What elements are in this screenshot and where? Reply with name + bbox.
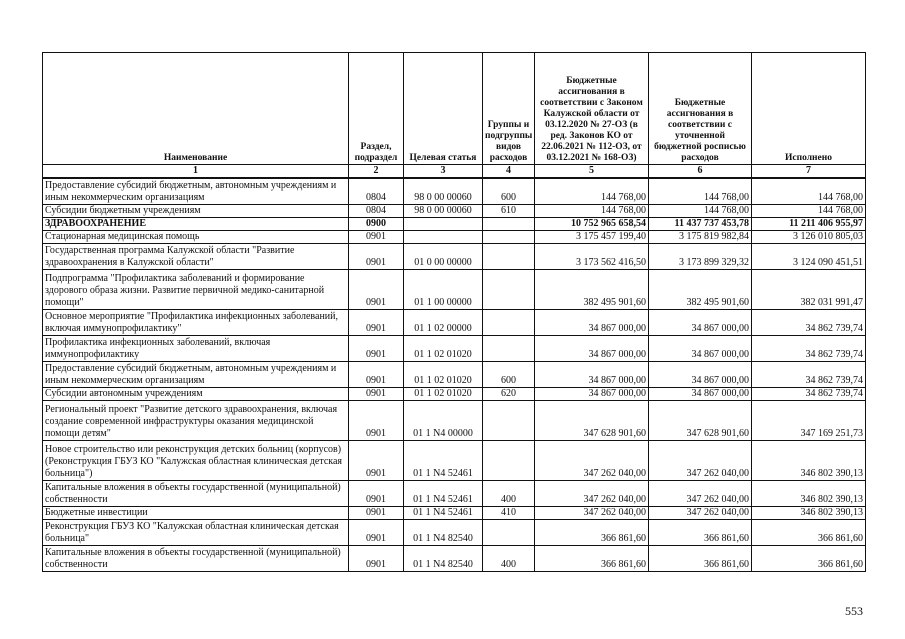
row-executed: 34 862 739,74 — [752, 309, 866, 335]
table-row — [43, 309, 866, 335]
row-refined-allocation: 347 262 040,00 — [649, 506, 752, 519]
row-name: Предоставление субсидий бюджетным, автономным учреждениям и иным некоммерческим организациям — [43, 361, 349, 387]
row-article: 01 1 02 01020 — [404, 387, 483, 400]
row-executed: 382 031 991,47 — [752, 269, 866, 309]
row-article: 01 1 N4 82540 — [404, 519, 483, 545]
row-section: 0901 — [349, 269, 404, 309]
table-row — [43, 178, 866, 204]
column-number: 5 — [535, 165, 649, 179]
row-law-allocation: 347 262 040,00 — [535, 440, 649, 480]
row-name: Профилактика инфекционных заболеваний, включая иммунопрофилактику — [43, 335, 349, 361]
table-row — [43, 243, 866, 269]
table-row — [43, 230, 866, 243]
row-refined-allocation: 366 861,60 — [649, 519, 752, 545]
row-law-allocation: 366 861,60 — [535, 545, 649, 571]
row-article: 01 1 N4 00000 — [404, 400, 483, 440]
row-law-allocation: 34 867 000,00 — [535, 387, 649, 400]
row-law-allocation: 347 262 040,00 — [535, 480, 649, 506]
table-row — [43, 387, 866, 400]
row-group — [483, 440, 535, 480]
row-group — [483, 335, 535, 361]
row-article: 01 1 N4 52461 — [404, 506, 483, 519]
row-article: 01 1 N4 52461 — [404, 480, 483, 506]
table-row — [43, 480, 866, 506]
row-refined-allocation: 347 628 901,60 — [649, 400, 752, 440]
row-article: 01 1 N4 82540 — [404, 545, 483, 571]
row-refined-allocation: 144 768,00 — [649, 204, 752, 217]
row-article: 98 0 00 00060 — [404, 204, 483, 217]
budget-table — [42, 52, 866, 572]
row-refined-allocation: 366 861,60 — [649, 545, 752, 571]
row-name: Государственная программа Калужской области "Развитие здравоохранения в Калужской области" — [43, 243, 349, 269]
row-law-allocation: 34 867 000,00 — [535, 335, 649, 361]
header-law-allocation: Бюджетные ассигнования в соответствии с Законом Калужской области от 03.12.2020 № 27-ОЗ (в ред. Законов КО от 22.06.2021 № 112-ОЗ, от 03.12.2021 № 168-ОЗ) — [535, 53, 649, 165]
row-law-allocation: 10 752 965 658,54 — [535, 217, 649, 230]
row-name: Новое строительство или реконструкция детских больниц (корпусов) (Реконструкция ГБУЗ КО "Калужская областная клиническая детская больница") — [43, 440, 349, 480]
table-row — [43, 204, 866, 217]
row-refined-allocation: 34 867 000,00 — [649, 335, 752, 361]
row-name: Предоставление субсидий бюджетным, автономным учреждениям и иным некоммерческим организациям — [43, 178, 349, 204]
row-law-allocation: 3 173 562 416,50 — [535, 243, 649, 269]
row-refined-allocation: 34 867 000,00 — [649, 361, 752, 387]
row-executed: 11 211 406 955,97 — [752, 217, 866, 230]
row-article: 01 1 N4 52461 — [404, 440, 483, 480]
row-group — [483, 243, 535, 269]
row-executed: 366 861,60 — [752, 519, 866, 545]
row-law-allocation: 366 861,60 — [535, 519, 649, 545]
row-name: Субсидии бюджетным учреждениям — [43, 204, 349, 217]
row-law-allocation: 144 768,00 — [535, 204, 649, 217]
page-number: 553 — [845, 604, 863, 618]
row-section: 0901 — [349, 335, 404, 361]
row-executed: 3 124 090 451,51 — [752, 243, 866, 269]
row-refined-allocation: 144 768,00 — [649, 178, 752, 204]
row-group — [483, 217, 535, 230]
header-executed: Исполнено — [752, 53, 866, 165]
column-number: 3 — [404, 165, 483, 179]
row-name: Подпрограмма "Профилактика заболеваний и формирование здорового образа жизни. Развитие первичной медико-санитарной помощи" — [43, 269, 349, 309]
row-group — [483, 519, 535, 545]
row-group: 610 — [483, 204, 535, 217]
row-section: 0901 — [349, 545, 404, 571]
row-section: 0901 — [349, 506, 404, 519]
row-article: 01 1 02 01020 — [404, 335, 483, 361]
header-section: Раздел, подраздел — [349, 53, 404, 165]
row-group — [483, 269, 535, 309]
column-number: 2 — [349, 165, 404, 179]
row-name: Стационарная медицинская помощь — [43, 230, 349, 243]
table-row — [43, 440, 866, 480]
row-article: 98 0 00 00060 — [404, 178, 483, 204]
column-number-row — [43, 165, 866, 179]
row-executed: 347 169 251,73 — [752, 400, 866, 440]
row-name: ЗДРАВООХРАНЕНИЕ — [43, 217, 349, 230]
row-section: 0804 — [349, 178, 404, 204]
table-header — [43, 53, 866, 165]
header-group: Группы и подгруппы видов расходов — [483, 53, 535, 165]
row-section: 0900 — [349, 217, 404, 230]
row-name: Субсидии автономным учреждениям — [43, 387, 349, 400]
header-refined-allocation: Бюджетные ассигнования в соответствии с уточненной бюджетной росписью расходов — [649, 53, 752, 165]
row-section: 0901 — [349, 519, 404, 545]
header-name: Наименование — [43, 53, 349, 165]
row-group: 600 — [483, 178, 535, 204]
row-article — [404, 230, 483, 243]
row-executed: 3 126 010 805,03 — [752, 230, 866, 243]
row-refined-allocation: 382 495 901,60 — [649, 269, 752, 309]
column-number: 4 — [483, 165, 535, 179]
row-section: 0901 — [349, 440, 404, 480]
row-executed: 144 768,00 — [752, 178, 866, 204]
row-section: 0901 — [349, 243, 404, 269]
row-refined-allocation: 11 437 737 453,78 — [649, 217, 752, 230]
table-row — [43, 400, 866, 440]
row-refined-allocation: 347 262 040,00 — [649, 480, 752, 506]
row-group: 620 — [483, 387, 535, 400]
row-executed: 366 861,60 — [752, 545, 866, 571]
row-law-allocation: 144 768,00 — [535, 178, 649, 204]
row-name: Реконструкция ГБУЗ КО "Калужская областная клиническая детская больница" — [43, 519, 349, 545]
row-name: Основное мероприятие "Профилактика инфекционных заболеваний, включая иммунопрофилактику" — [43, 309, 349, 335]
row-section: 0901 — [349, 230, 404, 243]
row-name: Капитальные вложения в объекты государственной (муниципальной) собственности — [43, 545, 349, 571]
table-row — [43, 545, 866, 571]
row-executed: 346 802 390,13 — [752, 480, 866, 506]
row-executed: 34 862 739,74 — [752, 335, 866, 361]
row-name: Бюджетные инвестиции — [43, 506, 349, 519]
row-group: 400 — [483, 480, 535, 506]
row-law-allocation: 347 262 040,00 — [535, 506, 649, 519]
row-group: 600 — [483, 361, 535, 387]
table-body — [43, 165, 866, 572]
table-row — [43, 506, 866, 519]
column-number: 6 — [649, 165, 752, 179]
row-law-allocation: 3 175 457 199,40 — [535, 230, 649, 243]
row-section: 0901 — [349, 400, 404, 440]
table-row — [43, 217, 866, 230]
row-executed: 34 862 739,74 — [752, 361, 866, 387]
row-refined-allocation: 3 173 899 329,32 — [649, 243, 752, 269]
column-number: 1 — [43, 165, 349, 179]
table-row — [43, 269, 866, 309]
row-article: 01 1 02 01020 — [404, 361, 483, 387]
row-section: 0901 — [349, 361, 404, 387]
row-refined-allocation: 34 867 000,00 — [649, 309, 752, 335]
row-group: 410 — [483, 506, 535, 519]
row-group — [483, 400, 535, 440]
row-name: Региональный проект "Развитие детского здравоохранения, включая создание современной инфраструктуры оказания медицинской помощи детям" — [43, 400, 349, 440]
row-law-allocation: 382 495 901,60 — [535, 269, 649, 309]
row-article: 01 1 02 00000 — [404, 309, 483, 335]
row-group — [483, 230, 535, 243]
column-number: 7 — [752, 165, 866, 179]
row-refined-allocation: 347 262 040,00 — [649, 440, 752, 480]
row-group: 400 — [483, 545, 535, 571]
header-article: Целевая статья — [404, 53, 483, 165]
row-article: 01 1 00 00000 — [404, 269, 483, 309]
row-law-allocation: 347 628 901,60 — [535, 400, 649, 440]
row-law-allocation: 34 867 000,00 — [535, 309, 649, 335]
row-article: 01 0 00 00000 — [404, 243, 483, 269]
row-executed: 346 802 390,13 — [752, 506, 866, 519]
row-name: Капитальные вложения в объекты государственной (муниципальной) собственности — [43, 480, 349, 506]
row-executed: 346 802 390,13 — [752, 440, 866, 480]
row-law-allocation: 34 867 000,00 — [535, 361, 649, 387]
row-executed: 144 768,00 — [752, 204, 866, 217]
table-row — [43, 519, 866, 545]
row-article — [404, 217, 483, 230]
table-row — [43, 335, 866, 361]
row-executed: 34 862 739,74 — [752, 387, 866, 400]
row-refined-allocation: 34 867 000,00 — [649, 387, 752, 400]
row-section: 0901 — [349, 309, 404, 335]
row-group — [483, 309, 535, 335]
row-section: 0804 — [349, 204, 404, 217]
table-row — [43, 361, 866, 387]
row-section: 0901 — [349, 387, 404, 400]
row-section: 0901 — [349, 480, 404, 506]
row-refined-allocation: 3 175 819 982,84 — [649, 230, 752, 243]
